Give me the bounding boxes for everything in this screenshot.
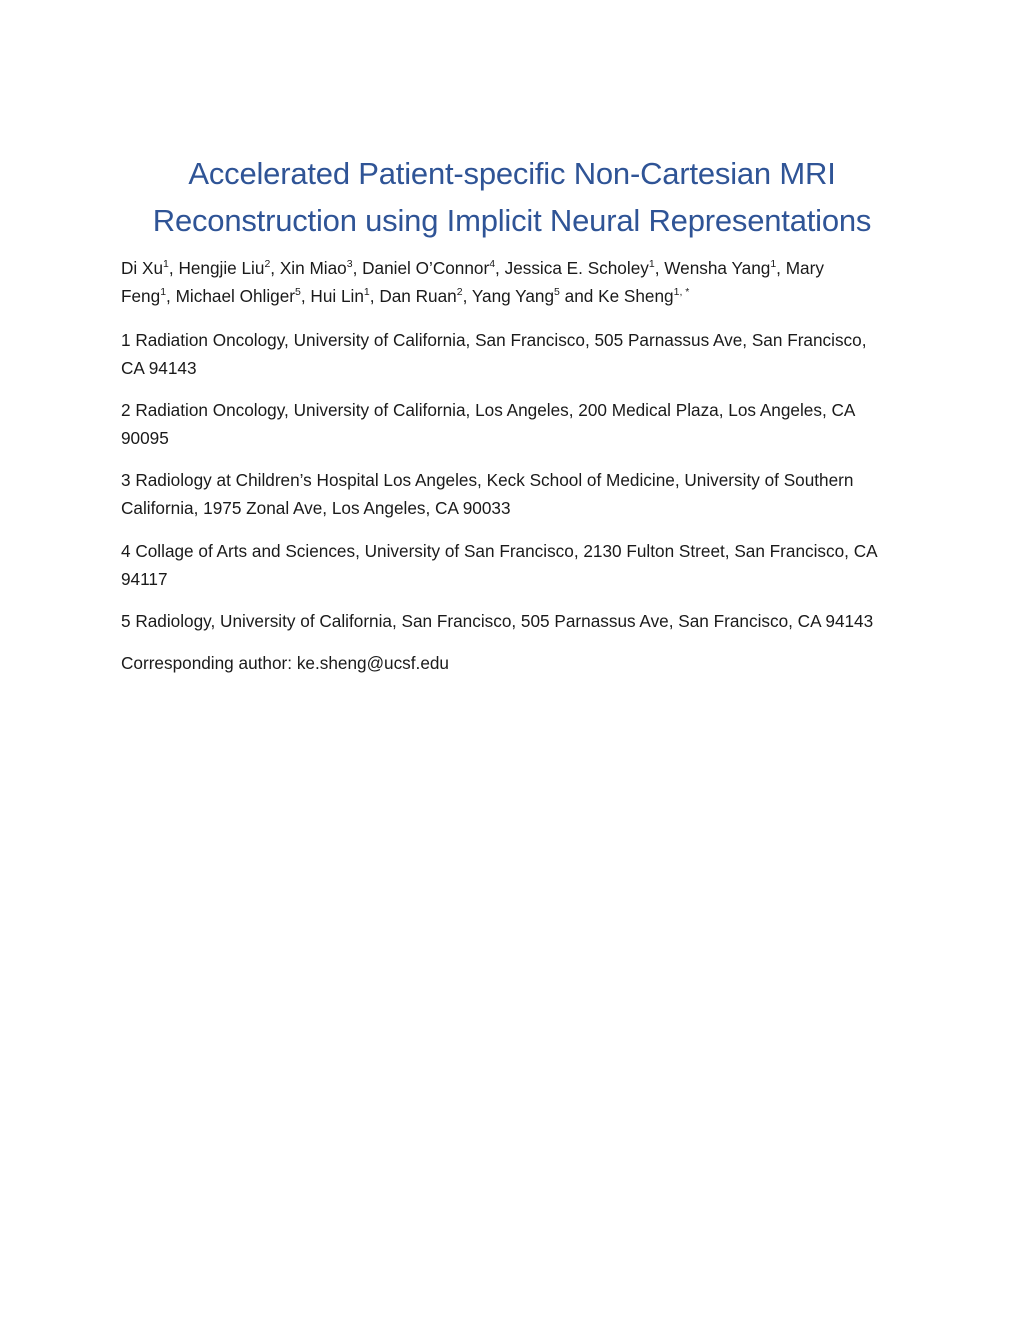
author-separator: , <box>776 258 786 278</box>
affiliation-2-line-2: 90095 <box>121 428 169 448</box>
author-line-2 <box>121 282 911 310</box>
affiliation-4 <box>121 537 911 593</box>
paper-title-line-1: Accelerated Patient-specific Non-Cartesian MRI <box>188 156 836 191</box>
author-name: Hui Lin <box>310 286 364 306</box>
author-separator: , <box>369 286 380 306</box>
author-affiliation-marker: 5 <box>295 286 301 298</box>
author-affiliation-marker: 1 <box>160 286 167 298</box>
author-separator: , <box>166 286 176 306</box>
author-affiliation-marker: 1, * <box>673 286 690 298</box>
author-line-1 <box>121 254 911 282</box>
author-name-part-2: Feng <box>121 286 161 306</box>
author-affiliation-marker: 1 <box>648 258 655 270</box>
author-affiliation-marker: 1 <box>363 286 370 298</box>
author-affiliation-marker: 5 <box>554 286 560 298</box>
author-separator: , <box>300 286 311 306</box>
author-separator: , <box>495 258 505 278</box>
author-separator: , <box>270 258 280 278</box>
author-separator: , <box>462 286 472 306</box>
author-affiliation-marker: 2 <box>264 258 271 270</box>
author-name: Yang Yang <box>471 286 555 306</box>
author-name: Michael Ohliger <box>175 286 295 306</box>
author-list <box>121 254 911 310</box>
affiliation-4-line-2: 94117 <box>121 569 168 589</box>
author-affiliation-marker: 3 <box>346 258 353 270</box>
author-name: Hengjie Liu <box>178 258 265 278</box>
affiliation-2 <box>121 396 911 452</box>
author-affiliation-marker: 4 <box>489 258 496 270</box>
author-name: Jessica E. Scholey <box>504 258 649 278</box>
author-name-part-1: Mary <box>785 258 824 278</box>
author-name: Ke Sheng <box>598 286 674 306</box>
affiliation-2-line-1: 2 Radiation Oncology, University of California, Los Angeles, 200 Medical Plaza, Los Angeles, CA <box>121 400 856 420</box>
affiliation-3 <box>121 466 911 522</box>
author-affiliation-marker: 1 <box>163 258 169 270</box>
author-separator: , <box>352 258 363 278</box>
author-name: Di Xu <box>121 258 164 278</box>
author-separator: and <box>559 286 599 306</box>
affiliation-5-line-1: 5 Radiology, University of California, San Francisco, 505 Parnassus Ave, San Francisco, CA 94143 <box>121 611 874 631</box>
affiliation-5 <box>121 607 911 635</box>
author-name: Daniel O’Connor <box>362 258 490 278</box>
corresponding-author <box>121 649 911 677</box>
author-separator: , <box>168 258 179 278</box>
affiliation-3-line-1: 3 Radiology at Children’s Hospital Los Angeles, Keck School of Medicine, University of Southern <box>121 470 854 490</box>
author-name: Xin Miao <box>279 258 347 278</box>
author-name: Wensha Yang <box>664 258 771 278</box>
paper-title <box>100 150 924 244</box>
author-separator: , <box>654 258 665 278</box>
paper-title-line-2: Reconstruction using Implicit Neural Representations <box>152 203 872 238</box>
author-affiliation-marker: 2 <box>456 286 463 298</box>
affiliation-3-line-2: California, 1975 Zonal Ave, Los Angeles, CA 90033 <box>121 498 511 518</box>
affiliation-1 <box>121 326 911 382</box>
affiliation-4-line-1: 4 Collage of Arts and Sciences, University of San Francisco, 2130 Fulton Street, San Francisco, CA <box>121 541 878 561</box>
author-affiliation-marker: 1 <box>770 258 777 270</box>
corresponding-author-label: Corresponding author: <box>121 653 293 673</box>
author-name: Dan Ruan <box>379 286 457 306</box>
affiliation-1-line-1: 1 Radiation Oncology, University of California, San Francisco, 505 Parnassus Ave, San Francisco, <box>121 330 867 350</box>
affiliation-1-line-2: CA 94143 <box>121 358 197 378</box>
corresponding-author-email[interactable]: ke.sheng@ucsf.edu <box>296 653 449 673</box>
